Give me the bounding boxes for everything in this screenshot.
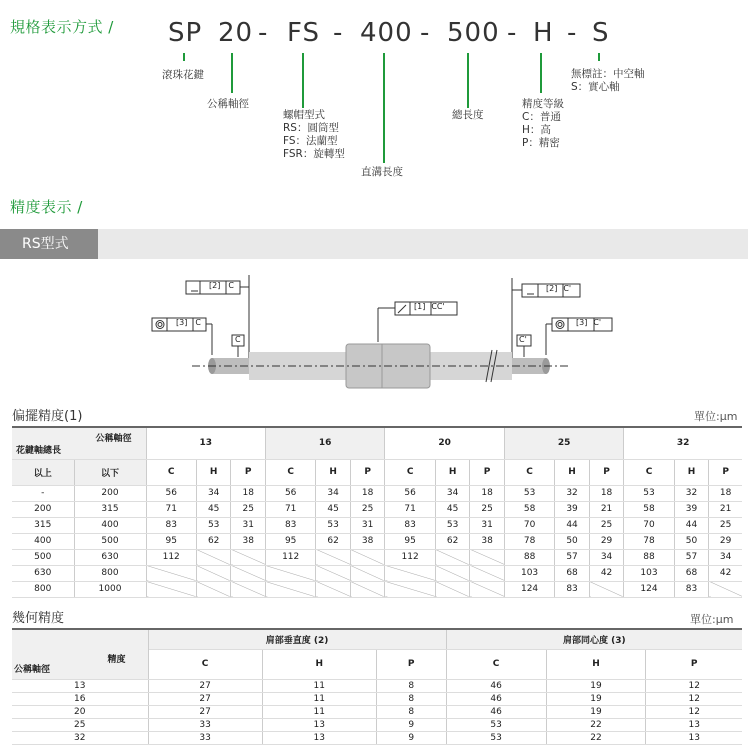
rs-tab-bar xyxy=(0,229,748,259)
label-nut: 螺帽型式 RS：圓筒型 FS：法蘭型 FSR：旋轉型 xyxy=(283,109,345,160)
runout-value xyxy=(265,581,315,597)
runout-value: 18 xyxy=(709,485,742,501)
runout-value: 83 xyxy=(674,581,709,597)
runout-value: 39 xyxy=(555,501,590,517)
runout-grade-header: H xyxy=(316,459,351,485)
geometry-value: 13 xyxy=(646,731,742,744)
leader-shaft xyxy=(598,53,600,61)
runout-col-below: 以下 xyxy=(74,459,146,485)
runout-value: 18 xyxy=(231,485,266,501)
geometry-value: 11 xyxy=(262,692,376,705)
runout-above: - xyxy=(12,485,74,501)
runout-value xyxy=(589,581,624,597)
runout-value: 21 xyxy=(709,501,742,517)
runout-value: 58 xyxy=(624,501,674,517)
frame-left-bottom-ref: [3] C xyxy=(176,318,201,327)
runout-value xyxy=(146,581,196,597)
runout-value: 95 xyxy=(385,533,435,549)
spec-code-part: S xyxy=(592,18,610,48)
runout-value xyxy=(316,565,351,581)
runout-value: 44 xyxy=(555,517,590,533)
runout-above: 630 xyxy=(12,565,74,581)
datum-left: C xyxy=(235,335,241,344)
runout-grade-header: H xyxy=(674,459,709,485)
runout-value: 53 xyxy=(316,517,351,533)
table-row xyxy=(12,692,742,705)
runout-above: 200 xyxy=(12,501,74,517)
geometry-value: 22 xyxy=(546,718,646,731)
leader-groove xyxy=(383,53,385,163)
geometry-value: 8 xyxy=(376,692,446,705)
runout-value: 25 xyxy=(350,501,385,517)
geometry-value: 33 xyxy=(148,718,262,731)
runout-value: 18 xyxy=(470,485,505,501)
runout-value: 78 xyxy=(504,533,554,549)
runout-grade-header: C xyxy=(265,459,315,485)
runout-value: 83 xyxy=(385,517,435,533)
frame-right-top-ref: [2] C' xyxy=(546,284,572,293)
runout-value: 71 xyxy=(146,501,196,517)
runout-above: 315 xyxy=(12,517,74,533)
runout-value: 34 xyxy=(196,485,231,501)
spec-code-part: - xyxy=(507,18,518,48)
runout-value: 53 xyxy=(504,485,554,501)
runout-value: 18 xyxy=(589,485,624,501)
geometry-value: 19 xyxy=(546,705,646,718)
table-row xyxy=(12,485,742,501)
geometry-value: 27 xyxy=(148,705,262,718)
runout-value: 83 xyxy=(146,517,196,533)
runout-value: 71 xyxy=(385,501,435,517)
runout-value xyxy=(709,581,742,597)
runout-value: 103 xyxy=(624,565,674,581)
runout-value: 124 xyxy=(504,581,554,597)
runout-value xyxy=(350,581,385,597)
runout-value: 112 xyxy=(146,549,196,565)
runout-value: 88 xyxy=(504,549,554,565)
geometry-value: 53 xyxy=(446,731,546,744)
geometry-value: 12 xyxy=(646,692,742,705)
table-row xyxy=(12,565,742,581)
label-nominal: 公稱軸徑 xyxy=(207,98,249,110)
geometry-value: 9 xyxy=(376,731,446,744)
leader-nominal xyxy=(231,53,233,93)
runout-grade-header: H xyxy=(435,459,470,485)
geometry-value: 46 xyxy=(446,705,546,718)
runout-value: 62 xyxy=(196,533,231,549)
label-grade: 精度等級 C：普通 H：高 P：精密 xyxy=(522,98,564,149)
runout-value: 31 xyxy=(231,517,266,533)
runout-value: 53 xyxy=(196,517,231,533)
runout-value xyxy=(265,565,315,581)
table-row xyxy=(12,679,742,692)
runout-below: 500 xyxy=(74,533,146,549)
runout-title: 偏擺精度(1) xyxy=(12,409,83,424)
geometry-value: 13 xyxy=(262,731,376,744)
spec-code-part: 400 xyxy=(360,18,413,48)
runout-value: 32 xyxy=(674,485,709,501)
geometry-size: 16 xyxy=(12,692,148,705)
runout-value xyxy=(435,565,470,581)
runout-value: 42 xyxy=(709,565,742,581)
geometry-size: 13 xyxy=(12,679,148,692)
runout-value: 25 xyxy=(231,501,266,517)
runout-value: 57 xyxy=(674,549,709,565)
runout-value: 31 xyxy=(470,517,505,533)
geometry-grade-header: P xyxy=(646,649,742,679)
runout-value xyxy=(435,581,470,597)
runout-value: 29 xyxy=(589,533,624,549)
leader-type xyxy=(183,53,185,61)
spec-code-part: - xyxy=(333,18,344,48)
geometry-size: 25 xyxy=(12,718,148,731)
runout-value: 83 xyxy=(555,581,590,597)
runout-value: 95 xyxy=(265,533,315,549)
geometry-title: 幾何精度 xyxy=(12,611,65,626)
runout-value: 34 xyxy=(589,549,624,565)
geometry-value: 9 xyxy=(376,718,446,731)
leader-nut xyxy=(302,53,304,108)
runout-value: 50 xyxy=(555,533,590,549)
geometry-corner: 精度 公稱軸徑 xyxy=(12,629,148,679)
runout-value xyxy=(385,581,435,597)
runout-value: 39 xyxy=(674,501,709,517)
geometry-group1: 肩部垂直度 (2) xyxy=(148,629,446,649)
runout-value xyxy=(196,565,231,581)
runout-value: 53 xyxy=(624,485,674,501)
label-type: 滾珠花鍵 xyxy=(162,69,204,81)
spec-code-part: SP xyxy=(168,18,203,48)
geometry-unit: 單位:μm xyxy=(690,613,734,626)
runout-value xyxy=(146,565,196,581)
geometry-group2: 肩部同心度 (3) xyxy=(446,629,742,649)
runout-value xyxy=(470,549,505,565)
runout-below: 315 xyxy=(74,501,146,517)
label-length: 總長度 xyxy=(452,109,484,121)
runout-value: 88 xyxy=(624,549,674,565)
runout-value: 25 xyxy=(470,501,505,517)
runout-value: 124 xyxy=(624,581,674,597)
runout-value: 34 xyxy=(316,485,351,501)
runout-value xyxy=(316,549,351,565)
runout-grade-header: C xyxy=(146,459,196,485)
frame-center-ref: [1] CC' xyxy=(414,302,445,311)
runout-grade-header: C xyxy=(624,459,674,485)
geometry-value: 27 xyxy=(148,679,262,692)
runout-value: 38 xyxy=(350,533,385,549)
geometry-value: 33 xyxy=(148,731,262,744)
runout-value: 62 xyxy=(435,533,470,549)
runout-above: 400 xyxy=(12,533,74,549)
runout-size-header: 13 xyxy=(146,427,265,459)
geometry-size: 32 xyxy=(12,731,148,744)
runout-value: 32 xyxy=(555,485,590,501)
table-row xyxy=(12,705,742,718)
geometry-grade-header: C xyxy=(148,649,262,679)
runout-value: 42 xyxy=(589,565,624,581)
runout-value: 56 xyxy=(146,485,196,501)
leader-length xyxy=(467,53,469,108)
runout-above: 800 xyxy=(12,581,74,597)
table-row xyxy=(12,501,742,517)
geometry-value: 27 xyxy=(148,692,262,705)
runout-grade-header: C xyxy=(504,459,554,485)
geometry-value: 12 xyxy=(646,679,742,692)
tab-rs-type[interactable]: RS型式 xyxy=(0,229,98,259)
runout-value xyxy=(435,549,470,565)
runout-grade-header: P xyxy=(709,459,742,485)
table-row xyxy=(12,533,742,549)
runout-value xyxy=(231,565,266,581)
runout-value: 70 xyxy=(624,517,674,533)
runout-value: 25 xyxy=(709,517,742,533)
runout-value xyxy=(196,581,231,597)
runout-value: 50 xyxy=(674,533,709,549)
spline-shaft-diagram xyxy=(0,270,748,400)
accuracy-section-title: 精度表示 / xyxy=(10,198,83,216)
runout-value: 25 xyxy=(589,517,624,533)
runout-corner: 公稱軸徑 花鍵軸總長 xyxy=(12,427,146,459)
runout-value: 45 xyxy=(196,501,231,517)
geometry-grade-header: H xyxy=(546,649,646,679)
table-row xyxy=(12,731,742,744)
runout-value xyxy=(470,581,505,597)
frame-right-bottom-ref: [3] C' xyxy=(576,318,602,327)
runout-value xyxy=(350,549,385,565)
runout-grade-header: P xyxy=(231,459,266,485)
geometry-value: 46 xyxy=(446,679,546,692)
runout-value xyxy=(385,565,435,581)
label-groove: 直溝長度 xyxy=(361,166,403,178)
runout-value: 68 xyxy=(555,565,590,581)
geometry-value: 13 xyxy=(646,718,742,731)
geometry-value: 8 xyxy=(376,679,446,692)
runout-size-header: 16 xyxy=(265,427,384,459)
runout-above: 500 xyxy=(12,549,74,565)
runout-size-header: 20 xyxy=(385,427,504,459)
runout-size-header: 25 xyxy=(504,427,623,459)
geometry-value: 19 xyxy=(546,692,646,705)
geometry-value: 53 xyxy=(446,718,546,731)
geometry-value: 22 xyxy=(546,731,646,744)
runout-value: 58 xyxy=(504,501,554,517)
table-row xyxy=(12,549,742,565)
geometry-value: 13 xyxy=(262,718,376,731)
geometry-value: 11 xyxy=(262,679,376,692)
runout-value: 31 xyxy=(350,517,385,533)
spec-code-part: - xyxy=(567,18,578,48)
geometry-grade-header: C xyxy=(446,649,546,679)
geometry-value: 12 xyxy=(646,705,742,718)
runout-value: 38 xyxy=(231,533,266,549)
runout-value: 78 xyxy=(624,533,674,549)
runout-unit: 單位:μm xyxy=(694,410,738,423)
runout-value: 34 xyxy=(435,485,470,501)
runout-below: 200 xyxy=(74,485,146,501)
runout-below: 400 xyxy=(74,517,146,533)
runout-value: 45 xyxy=(435,501,470,517)
runout-grade-header: P xyxy=(589,459,624,485)
runout-table xyxy=(12,426,742,598)
runout-below: 800 xyxy=(74,565,146,581)
runout-value: 53 xyxy=(435,517,470,533)
runout-value: 34 xyxy=(709,549,742,565)
runout-value: 112 xyxy=(385,549,435,565)
runout-value: 70 xyxy=(504,517,554,533)
runout-value: 44 xyxy=(674,517,709,533)
runout-value: 83 xyxy=(265,517,315,533)
spec-code-part: FS xyxy=(287,18,321,48)
spec-code-part: - xyxy=(420,18,431,48)
table-row xyxy=(12,718,742,731)
runout-below: 630 xyxy=(74,549,146,565)
runout-value xyxy=(231,549,266,565)
runout-value: 103 xyxy=(504,565,554,581)
runout-value xyxy=(350,565,385,581)
runout-value: 21 xyxy=(589,501,624,517)
geometry-size: 20 xyxy=(12,705,148,718)
runout-below: 1000 xyxy=(74,581,146,597)
runout-value: 45 xyxy=(316,501,351,517)
runout-value: 18 xyxy=(350,485,385,501)
runout-size-header: 32 xyxy=(624,427,742,459)
runout-value: 62 xyxy=(316,533,351,549)
runout-value: 57 xyxy=(555,549,590,565)
runout-grade-header: P xyxy=(470,459,505,485)
frame-left-top-ref: [2] C xyxy=(209,281,234,290)
table-row xyxy=(12,581,742,597)
runout-col-above: 以上 xyxy=(12,459,74,485)
runout-value: 71 xyxy=(265,501,315,517)
runout-value xyxy=(231,581,266,597)
geometry-value: 8 xyxy=(376,705,446,718)
geometry-grade-header: P xyxy=(376,649,446,679)
runout-grade-header: H xyxy=(196,459,231,485)
runout-value xyxy=(316,581,351,597)
spec-code-part: H xyxy=(533,18,554,48)
runout-value: 29 xyxy=(709,533,742,549)
spec-code-part: 20 xyxy=(218,18,254,48)
runout-value: 38 xyxy=(470,533,505,549)
geometry-grade-header: H xyxy=(262,649,376,679)
geometry-value: 19 xyxy=(546,679,646,692)
runout-value: 68 xyxy=(674,565,709,581)
leader-grade xyxy=(540,53,542,93)
runout-grade-header: C xyxy=(385,459,435,485)
geometry-value: 11 xyxy=(262,705,376,718)
spec-section-title: 規格表示方式 / xyxy=(10,18,114,36)
spec-code-part: - xyxy=(258,18,269,48)
label-shaft: 無標註：中空軸 S：實心軸 xyxy=(571,68,645,93)
datum-right: C' xyxy=(519,335,527,344)
runout-grade-header: H xyxy=(555,459,590,485)
table-row xyxy=(12,517,742,533)
runout-value: 112 xyxy=(265,549,315,565)
runout-grade-header: P xyxy=(350,459,385,485)
geometry-table xyxy=(12,628,742,745)
geometry-value: 46 xyxy=(446,692,546,705)
runout-value: 56 xyxy=(385,485,435,501)
runout-value: 56 xyxy=(265,485,315,501)
runout-value: 95 xyxy=(146,533,196,549)
runout-value xyxy=(196,549,231,565)
runout-value xyxy=(470,565,505,581)
spec-code-part: 500 xyxy=(447,18,500,48)
